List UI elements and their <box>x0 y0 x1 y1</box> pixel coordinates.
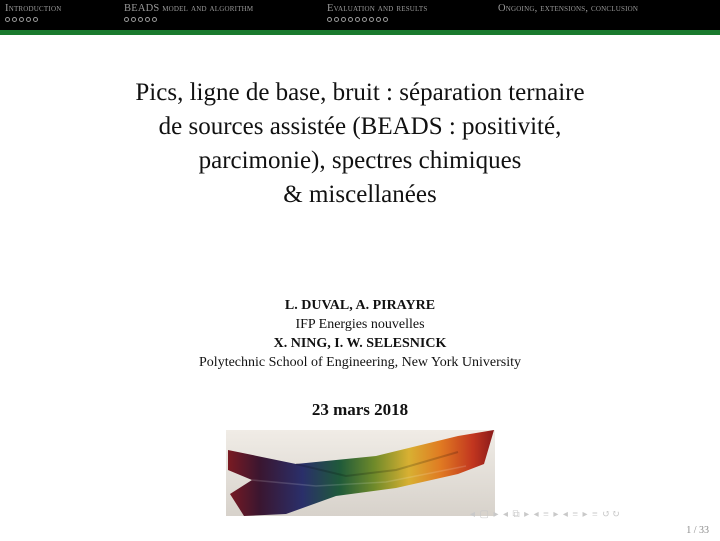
nav-dot[interactable] <box>334 17 339 22</box>
slide-title <box>40 76 680 212</box>
header-divider <box>0 30 720 35</box>
beamer-navigation-controls[interactable]: ◂ ▢ ▸ ◂ ⧉ ▸ ◂ ≡ ▸ ◂ ≡ ▸ ≡ ↺↻ <box>470 509 621 520</box>
rainbow-fabric-image <box>226 430 495 516</box>
presentation-date: 23 mars 2018 <box>311 400 409 419</box>
title-line: & miscellanées <box>283 181 437 208</box>
nav-dot[interactable] <box>152 17 157 22</box>
author-affiliation-2: Polytechnic School of Engineering, New York University <box>199 355 521 370</box>
nav-dot[interactable] <box>33 17 38 22</box>
author-names-1: L. DUVAL, A. PIRAYRE <box>284 298 436 313</box>
nav-dot[interactable] <box>355 17 360 22</box>
nav-dot[interactable] <box>26 17 31 22</box>
nav-dots-beads-model <box>124 17 157 25</box>
author-block <box>0 296 720 372</box>
nav-dot[interactable] <box>138 17 143 22</box>
nav-section-introduction[interactable]: Introduction <box>5 3 62 14</box>
nav-dot[interactable] <box>12 17 17 22</box>
nav-dot[interactable] <box>383 17 388 22</box>
nav-dot[interactable] <box>348 17 353 22</box>
nav-section-evaluation[interactable]: Evaluation and results <box>327 3 428 14</box>
section-navigation-bar <box>0 0 720 30</box>
nav-dots-evaluation <box>327 17 388 25</box>
nav-dots-introduction <box>5 17 38 25</box>
nav-dot[interactable] <box>362 17 367 22</box>
nav-dot[interactable] <box>145 17 150 22</box>
nav-dot[interactable] <box>376 17 381 22</box>
title-line: parcimonie), spectres chimiques <box>198 147 522 174</box>
nav-dot[interactable] <box>19 17 24 22</box>
nav-section-beads-model[interactable]: BEADS model and algorithm <box>124 3 254 14</box>
nav-dot[interactable] <box>131 17 136 22</box>
nav-dot[interactable] <box>341 17 346 22</box>
nav-dot[interactable] <box>369 17 374 22</box>
nav-section-ongoing[interactable]: Ongoing, extensions, conclusion <box>498 3 639 14</box>
author-names-2: X. NING, I. W. SELESNICK <box>273 336 447 351</box>
title-line: Pics, ligne de base, bruit : séparation ternaire <box>135 79 585 106</box>
page-number: 1 / 33 <box>686 525 709 536</box>
nav-dot[interactable] <box>5 17 10 22</box>
nav-dot[interactable] <box>327 17 332 22</box>
author-affiliation-1: IFP Energies nouvelles <box>295 317 425 332</box>
nav-dot[interactable] <box>124 17 129 22</box>
title-line: de sources assistée (BEADS : positivité, <box>158 113 562 140</box>
